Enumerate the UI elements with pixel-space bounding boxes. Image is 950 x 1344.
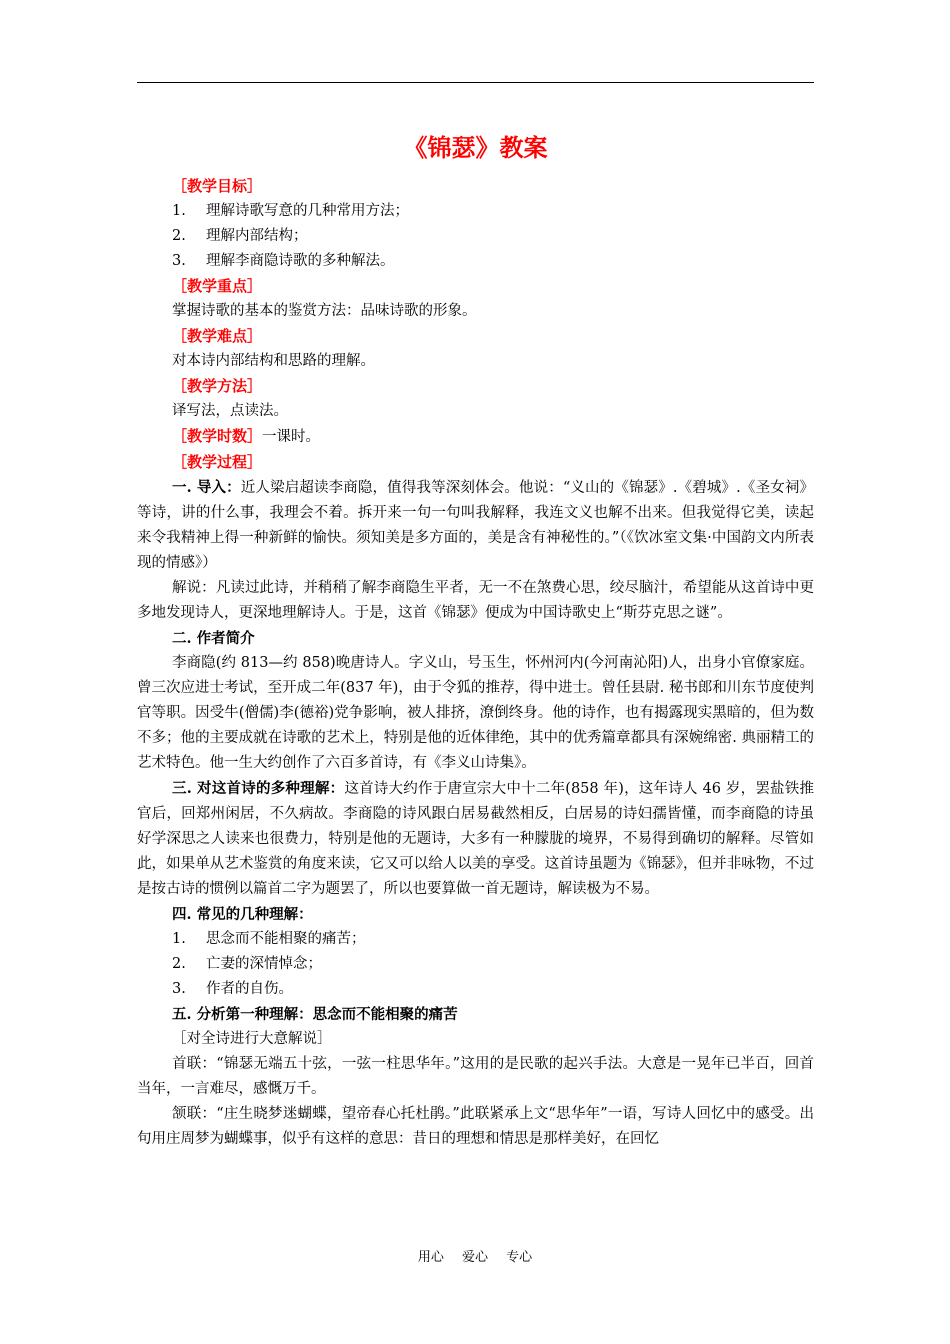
common-reading-item: 1. 思念而不能相聚的痛苦； <box>172 931 366 947</box>
goal-item: 3. 理解李商隐诗歌的多种解法。 <box>172 253 395 269</box>
key-points-text: 掌握诗歌的基本的鉴赏方法：品味诗歌的形象。 <box>172 303 477 319</box>
second-couplet-paragraph: 颔联：“庄生晓梦迷蝴蝶，望帝春心托杜鹃。”此联紧承上文“思华年”一语，写诗人回忆中的感受。出句用庄周梦为蝴蝶事，似乎有这样的意思：昔日的理想和情思是那样美好，在回忆 <box>137 1106 814 1147</box>
multi-reading-paragraph <box>137 776 814 902</box>
intro-explanation: 解说：凡读过此诗，并稍稍了解李商隐生平者，无一不在煞费心思，绞尽脑汁，希望能从这首诗中更多地发现诗人，更深地理解诗人。于是，这首《锦瑟》便成为中国诗歌史上“斯芬克思之谜”。 <box>137 580 814 621</box>
first-couplet-paragraph: 首联：“锦瑟无端五十弦，一弦一柱思华年。”这用的是民歌的起兴手法。大意是一晃年已半百，回首当年，一言难尽，感慨万千。 <box>137 1056 814 1097</box>
key-points-heading: ［教学重点］ <box>172 277 263 295</box>
difficulty-heading: ［教学难点］ <box>172 327 263 345</box>
document-body <box>137 174 814 1152</box>
difficulty-text: 对本诗内部结构和思路的理解。 <box>172 353 375 369</box>
hours-heading: ［教学时数］ <box>172 427 263 445</box>
intro-paragraph <box>137 475 814 576</box>
author-heading: 二. 作者简介 <box>172 630 255 647</box>
intro-label: 一. 导入： <box>172 479 241 496</box>
intro-text: 近人梁启超读李商隐，值得我等深刻体会。他说：“义山的《锦瑟》.《碧城》.《圣女祠》等诗，讲的什么事，我理会不着。拆开来一句一句叫我解释，我连文义也解不出来。但我觉得它美，读起来令我精神上得一种新鲜的愉快。须知美是多方面的，美是含有神秘性的。”（《饮冰室文集·中国韵文内所表现的情感》） <box>137 480 814 571</box>
common-reading-item: 2. 亡妻的深情悼念； <box>172 956 322 972</box>
goal-item: 2. 理解内部结构； <box>172 228 308 244</box>
document-title: 《锦瑟》教案 <box>403 134 548 162</box>
common-reading-item: 3. 作者的自伤。 <box>172 981 293 997</box>
author-paragraph: 李商隐(约 813—约 858)晚唐诗人。字义山，号玉生，怀州河内(今河南沁阳)人，出身小官僚家庭。曾三次应进士考试，至开成二年(837 年)，由于令狐的推荐，得中进士。曾任县尉. 秘书郎和川东节度使判官等职。因受牛(僧儒)李(德裕)党争影响，被人排挤，潦倒终身。他的诗作，也有揭露现实黑暗的，但为数不多；他的主要成就在诗歌的艺术上，特别是他的近体律绝，其中的优秀篇章都具有深婉绵密. 典丽精工的艺术特色。他一生大约创作了六百多首诗，有《李义山诗集》。 <box>137 655 814 771</box>
common-readings-heading: 四. 常见的几种理解： <box>172 906 313 923</box>
analysis-heading: 五. 分析第一种理解：思念而不能相聚的痛苦 <box>172 1006 458 1023</box>
goal-item: 1. 理解诗歌写意的几种常用方法； <box>172 203 409 219</box>
hours-line <box>137 424 814 450</box>
process-heading: ［教学过程］ <box>172 453 263 471</box>
analysis-subheading: ［对全诗进行大意解说］ <box>172 1031 332 1047</box>
multi-reading-label: 三. 对这首诗的多种理解： <box>172 780 345 797</box>
method-text: 译写法，点读法。 <box>172 403 288 419</box>
method-heading: ［教学方法］ <box>172 377 263 395</box>
header-rule <box>137 82 814 83</box>
hours-text: 一课时。 <box>262 429 321 445</box>
multi-reading-text: 这首诗大约作于唐宣宗大中十二年(858 年)，这年诗人 46 岁，罢盐铁推官后，回郑州闲居，不久病故。李商隐的诗风跟白居易截然相反，白居易的诗妇孺皆懂，而李商隐的诗虽好学深思之人读来也很费力，特别是他的无题诗，大多有一种朦胧的境界，不易得到确切的解释。尽管如此，如果单从艺术鉴赏的角度来读，它又可以给人以美的享受。这首诗虽题为《锦瑟》，但并非咏物，不过是按古诗的惯例以篇首二字为题罢了，所以也要算做一首无题诗，解读极为不易。 <box>137 781 815 897</box>
goals-heading: ［教学目标］ <box>172 177 263 195</box>
page-footer: 用心 爱心 专心 <box>417 1250 533 1265</box>
